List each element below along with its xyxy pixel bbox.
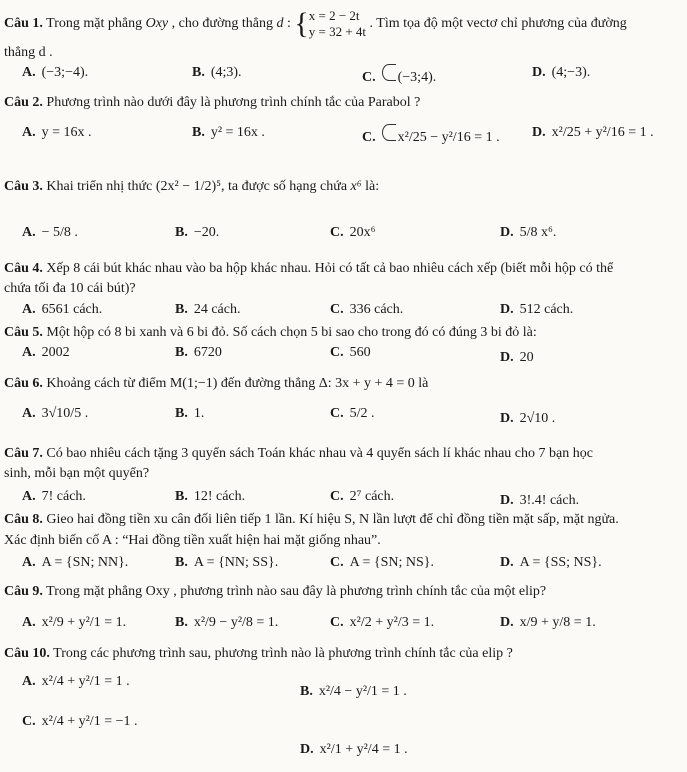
q1-option-a: A. (−3;−4).: [22, 65, 89, 80]
q1-oxy: Oxy: [145, 16, 169, 32]
question-4: Câu 4. Xếp 8 cái bút khác nhau vào ba hộp khác nhau. Hỏi có tất cả bao nhiêu cách xếp (biết mỗi hộp có thể: [4, 261, 614, 276]
q10-option-b: B. x²/4 − y²/1 = 1 .: [300, 684, 407, 699]
q1-sys-bot: y = 32 + 4t: [308, 24, 367, 39]
q9-option-c: C. x²/2 + y²/3 = 1.: [330, 615, 435, 630]
q7-cont: sinh, mỗi bạn một quyển?: [4, 466, 150, 481]
q3-option-b: B. −20.: [175, 225, 220, 240]
q6-option-b: B. 1.: [175, 406, 205, 421]
q1-option-b: B. (4;3).: [192, 65, 242, 80]
q6-option-a: A. 3√10/5 .: [22, 406, 89, 421]
q6-option-c: C. 5/2 .: [330, 406, 375, 421]
q1-text-b: , cho đường thẳng: [171, 16, 273, 32]
q10-option-d: D. x²/1 + y²/4 = 1 .: [300, 742, 408, 757]
q3-option-c: C. 20x⁶: [330, 225, 376, 240]
q1-line-system: { x = 2 − 2t y = 32 + 4t: [294, 7, 367, 40]
q2-option-d: D. x²/25 + y²/16 = 1 .: [532, 125, 654, 140]
q4-option-d: D. 512 cách.: [500, 302, 574, 317]
q10-option-c: C. x²/4 + y²/1 = −1 .: [22, 714, 138, 729]
q2-option-a: A. y = 16x .: [22, 125, 92, 140]
question-1: Câu 1. Trong mặt phẳng Oxy , cho đường thẳng d : { x = 2 − 2t y = 32 + 4t . Tìm tọa độ một vectơ chỉ phương của đường: [4, 7, 627, 40]
q3-option-d: D. 5/8 x⁶.: [500, 225, 557, 240]
question-3: Câu 3. Khai triển nhị thức (2x² − 1/2)⁵, ta được số hạng chứa x⁶ là:: [4, 179, 380, 194]
q7-option-c: C. 2⁷ cách.: [330, 489, 395, 504]
q1-label: Câu 1.: [4, 16, 43, 32]
q8-option-a: A. A = {SN; NN}.: [22, 555, 129, 570]
q1-text-a: Trong mặt phẳng: [46, 16, 143, 32]
q3-option-a: A. − 5/8 .: [22, 225, 78, 240]
question-7: Câu 7. Có bao nhiêu cách tặng 3 quyển sách Toán khác nhau và 4 quyển sách lí khác nhau cho 7 bạn học: [4, 446, 593, 461]
q1-cont: thẳng d .: [4, 45, 53, 60]
q5-option-d: D. 20: [500, 350, 534, 365]
q5-option-a: A. 2002: [22, 345, 70, 360]
q8-cont: Xác định biến cố A : “Hai đồng tiền xuất hiện hai mặt giống nhau”.: [4, 533, 381, 548]
q6-option-d: D. 2√10 .: [500, 411, 556, 426]
question-2: Câu 2. Phương trình nào dưới đây là phương trình chính tắc của Parabol ?: [4, 95, 421, 110]
question-5: Câu 5. Một hộp có 8 bi xanh và 6 bi đỏ. Số cách chọn 5 bi sao cho trong đó có đúng 3 bi đỏ là:: [4, 325, 537, 340]
q8-option-d: D. A = {SS; NS}.: [500, 555, 602, 570]
q1-text-c: . Tìm tọa độ một vectơ chỉ phương của đường: [369, 16, 627, 32]
question-8: Câu 8. Gieo hai đồng tiền xu cân đối liên tiếp 1 lần. Kí hiệu S, N lần lượt để chỉ đồng tiền mặt sấp, mặt ngửa.: [4, 512, 619, 527]
q8-option-c: C. A = {SN; NS}.: [330, 555, 434, 570]
q10-option-a: A. x²/4 + y²/1 = 1 .: [22, 674, 130, 689]
q4-option-a: A. 6561 cách.: [22, 302, 103, 317]
q1-option-c: C. (−3;4).: [362, 64, 436, 87]
q1-option-d: D. (4;−3).: [532, 65, 591, 80]
q1-sys-top: x = 2 − 2t: [308, 8, 360, 23]
q1-circle-mark: [382, 64, 396, 81]
question-9: Câu 9. Trong mặt phẳng Oxy , phương trình nào sau đây là phương trình chính tắc của một elip?: [4, 584, 547, 599]
q2-option-b: B. y² = 16x .: [192, 125, 265, 140]
q9-option-d: D. x/9 + y/8 = 1.: [500, 615, 596, 630]
q5-option-c: C. 560: [330, 345, 371, 360]
q2-option-c: C. x²/25 − y²/16 = 1 .: [362, 124, 500, 147]
q7-option-a: A. 7! cách.: [22, 489, 86, 504]
q8-option-b: B. A = {NN; SS}.: [175, 555, 279, 570]
q4-option-c: C. 336 cách.: [330, 302, 404, 317]
q4-cont: chứa tối đa 10 cái bút)?: [4, 281, 136, 296]
q9-option-b: B. x²/9 − y²/8 = 1.: [175, 615, 279, 630]
q7-option-d: D. 3!.4! cách.: [500, 493, 580, 508]
q2-circle-mark: [382, 124, 396, 141]
question-10: Câu 10. Trong các phương trình sau, phương trình nào là phương trình chính tắc của elip ?: [4, 646, 513, 661]
q5-option-b: B. 6720: [175, 345, 222, 360]
q7-option-b: B. 12! cách.: [175, 489, 246, 504]
q9-option-a: A. x²/9 + y²/1 = 1.: [22, 615, 127, 630]
q4-option-b: B. 24 cách.: [175, 302, 241, 317]
q3-binomial: (2x² − 1/2)⁵: [155, 179, 222, 194]
question-6: Câu 6. Khoảng cách từ điểm M(1;−1) đến đường thẳng Δ: 3x + y + 4 = 0 là: [4, 376, 429, 391]
